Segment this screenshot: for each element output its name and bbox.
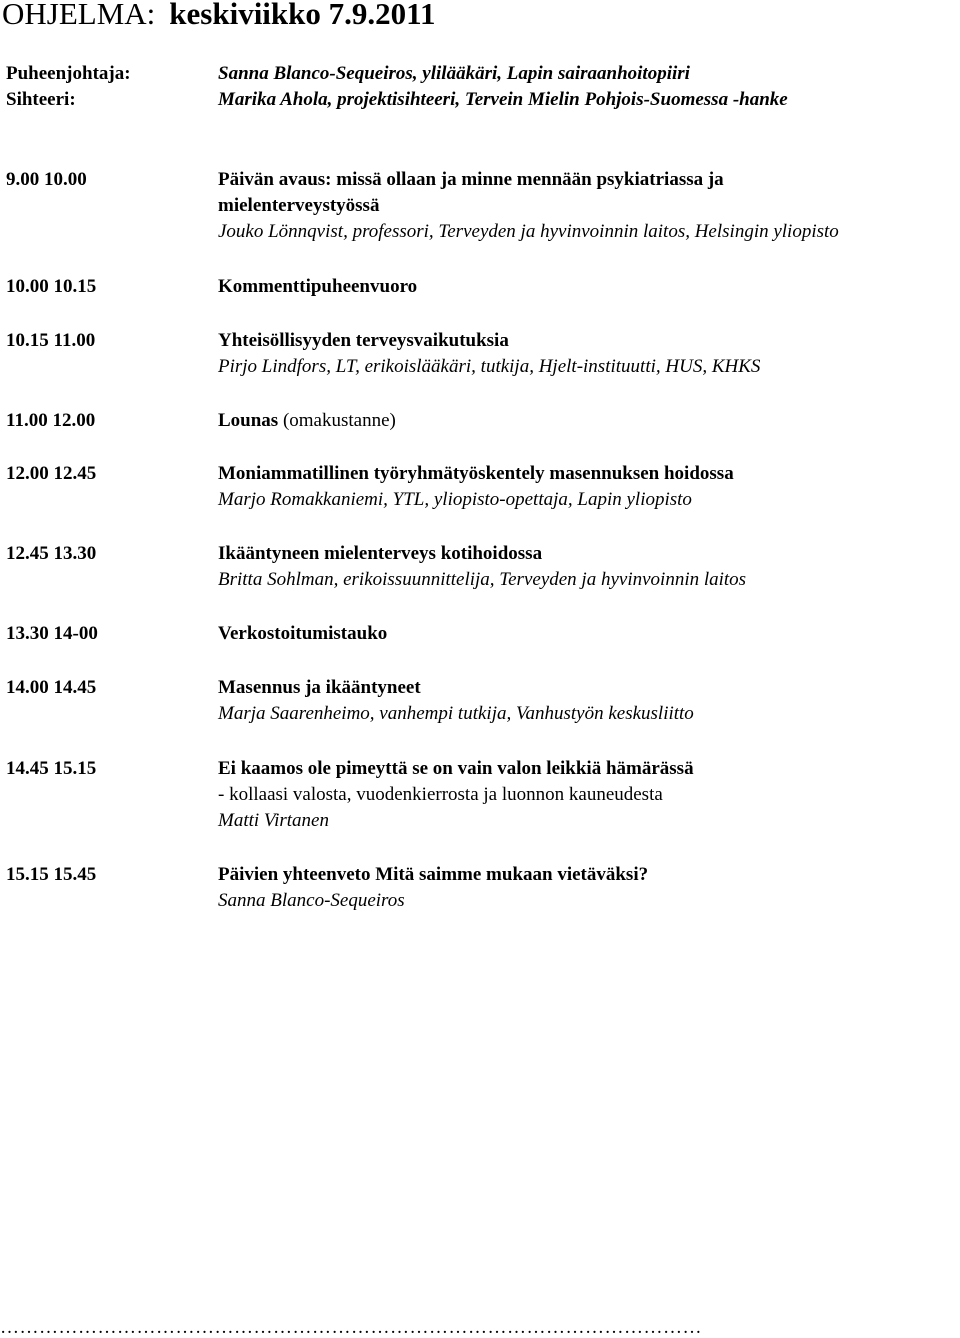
entry-topic: Lounas — [218, 410, 279, 431]
title-day: keskiviikko 7.9.2011 — [169, 0, 436, 31]
entry-content — [218, 328, 958, 380]
entry-content — [218, 167, 958, 245]
secretary-value: Marika Ahola, projektisihteeri, Tervein Mielin Pohjois-Suomessa -hanke — [218, 89, 788, 110]
entry-content — [218, 756, 958, 834]
entry-topic-continued: mielenterveystyössä — [218, 195, 380, 216]
entry-content — [218, 274, 958, 300]
entry-topic: Päivien yhteenveto Mitä saimme mukaan vietäväksi? — [218, 864, 649, 885]
entry-time: 10.00 10.15 — [6, 276, 97, 297]
entry-time: 14.00 14.45 — [6, 677, 97, 698]
entry-content — [218, 461, 958, 513]
entry-topic: Ei kaamos ole pimeyttä se on vain valon leikkiä hämärässä — [218, 758, 694, 779]
entry-speaker: Jouko Lönnqvist, professori, Terveyden ja hyvinvoinnin laitos, Helsingin yliopisto — [218, 221, 839, 242]
entry-topic: Päivän avaus: missä ollaan ja minne mennään psykiatriassa ja — [218, 169, 724, 190]
chair-value: Sanna Blanco-Sequeiros, ylilääkäri, Lapin sairaanhoitopiiri — [218, 63, 690, 84]
entry-content — [218, 621, 958, 647]
entry-content — [218, 541, 958, 593]
entry-content — [218, 408, 958, 434]
entry-topic-note: (omakustanne) — [282, 410, 396, 431]
entry-speaker: Marjo Romakkaniemi, YTL, yliopisto-opettaja, Lapin yliopisto — [218, 489, 692, 510]
entry-content — [218, 675, 958, 727]
entry-time: 15.15 15.45 — [6, 864, 97, 885]
chair-label: Puheenjohtaja: — [6, 63, 131, 84]
page-title — [2, 0, 435, 34]
secretary-label: Sihteeri: — [6, 89, 76, 110]
entry-topic: Verkostoitumistauko — [218, 623, 388, 644]
entry-topic: Kommenttipuheenvuoro — [218, 276, 418, 297]
entry-topic: Masennus ja ikääntyneet — [218, 677, 421, 698]
entry-time: 10.15 11.00 — [6, 330, 96, 351]
entry-time: 12.45 13.30 — [6, 543, 97, 564]
entry-time: 13.30 14-00 — [6, 623, 98, 644]
entry-topic: Yhteisöllisyyden terveysvaikutuksia — [218, 330, 509, 351]
entry-time: 14.45 15.15 — [6, 758, 97, 779]
entry-speaker: Britta Sohlman, erikoissuunnittelija, Terveyden ja hyvinvoinnin laitos — [218, 569, 747, 590]
entry-time: 12.00 12.45 — [6, 463, 97, 484]
entry-topic: Ikääntyneen mielenterveys kotihoidossa — [218, 543, 543, 564]
footer-dotted-line: ……………………………………………………………………………………………… — [0, 1317, 702, 1338]
title-label: OHJELMA: — [2, 0, 156, 31]
entry-speaker: Marja Saarenheimo, vanhempi tutkija, Vanhustyön keskusliitto — [218, 703, 694, 724]
entry-topic: Moniammatillinen työryhmätyöskentely masennuksen hoidossa — [218, 463, 734, 484]
entry-time: 11.00 12.00 — [6, 410, 96, 431]
entry-speaker: Matti Virtanen — [218, 810, 329, 831]
entry-subtitle: - kollaasi valosta, vuodenkierrosta ja luonnon kauneudesta — [218, 784, 663, 805]
entry-content — [218, 862, 958, 914]
entry-speaker: Pirjo Lindfors, LT, erikoislääkäri, tutkija, Hjelt-instituutti, HUS, KHKS — [218, 356, 761, 377]
entry-speaker: Sanna Blanco-Sequeiros — [218, 890, 405, 911]
entry-time: 9.00 10.00 — [6, 169, 87, 190]
